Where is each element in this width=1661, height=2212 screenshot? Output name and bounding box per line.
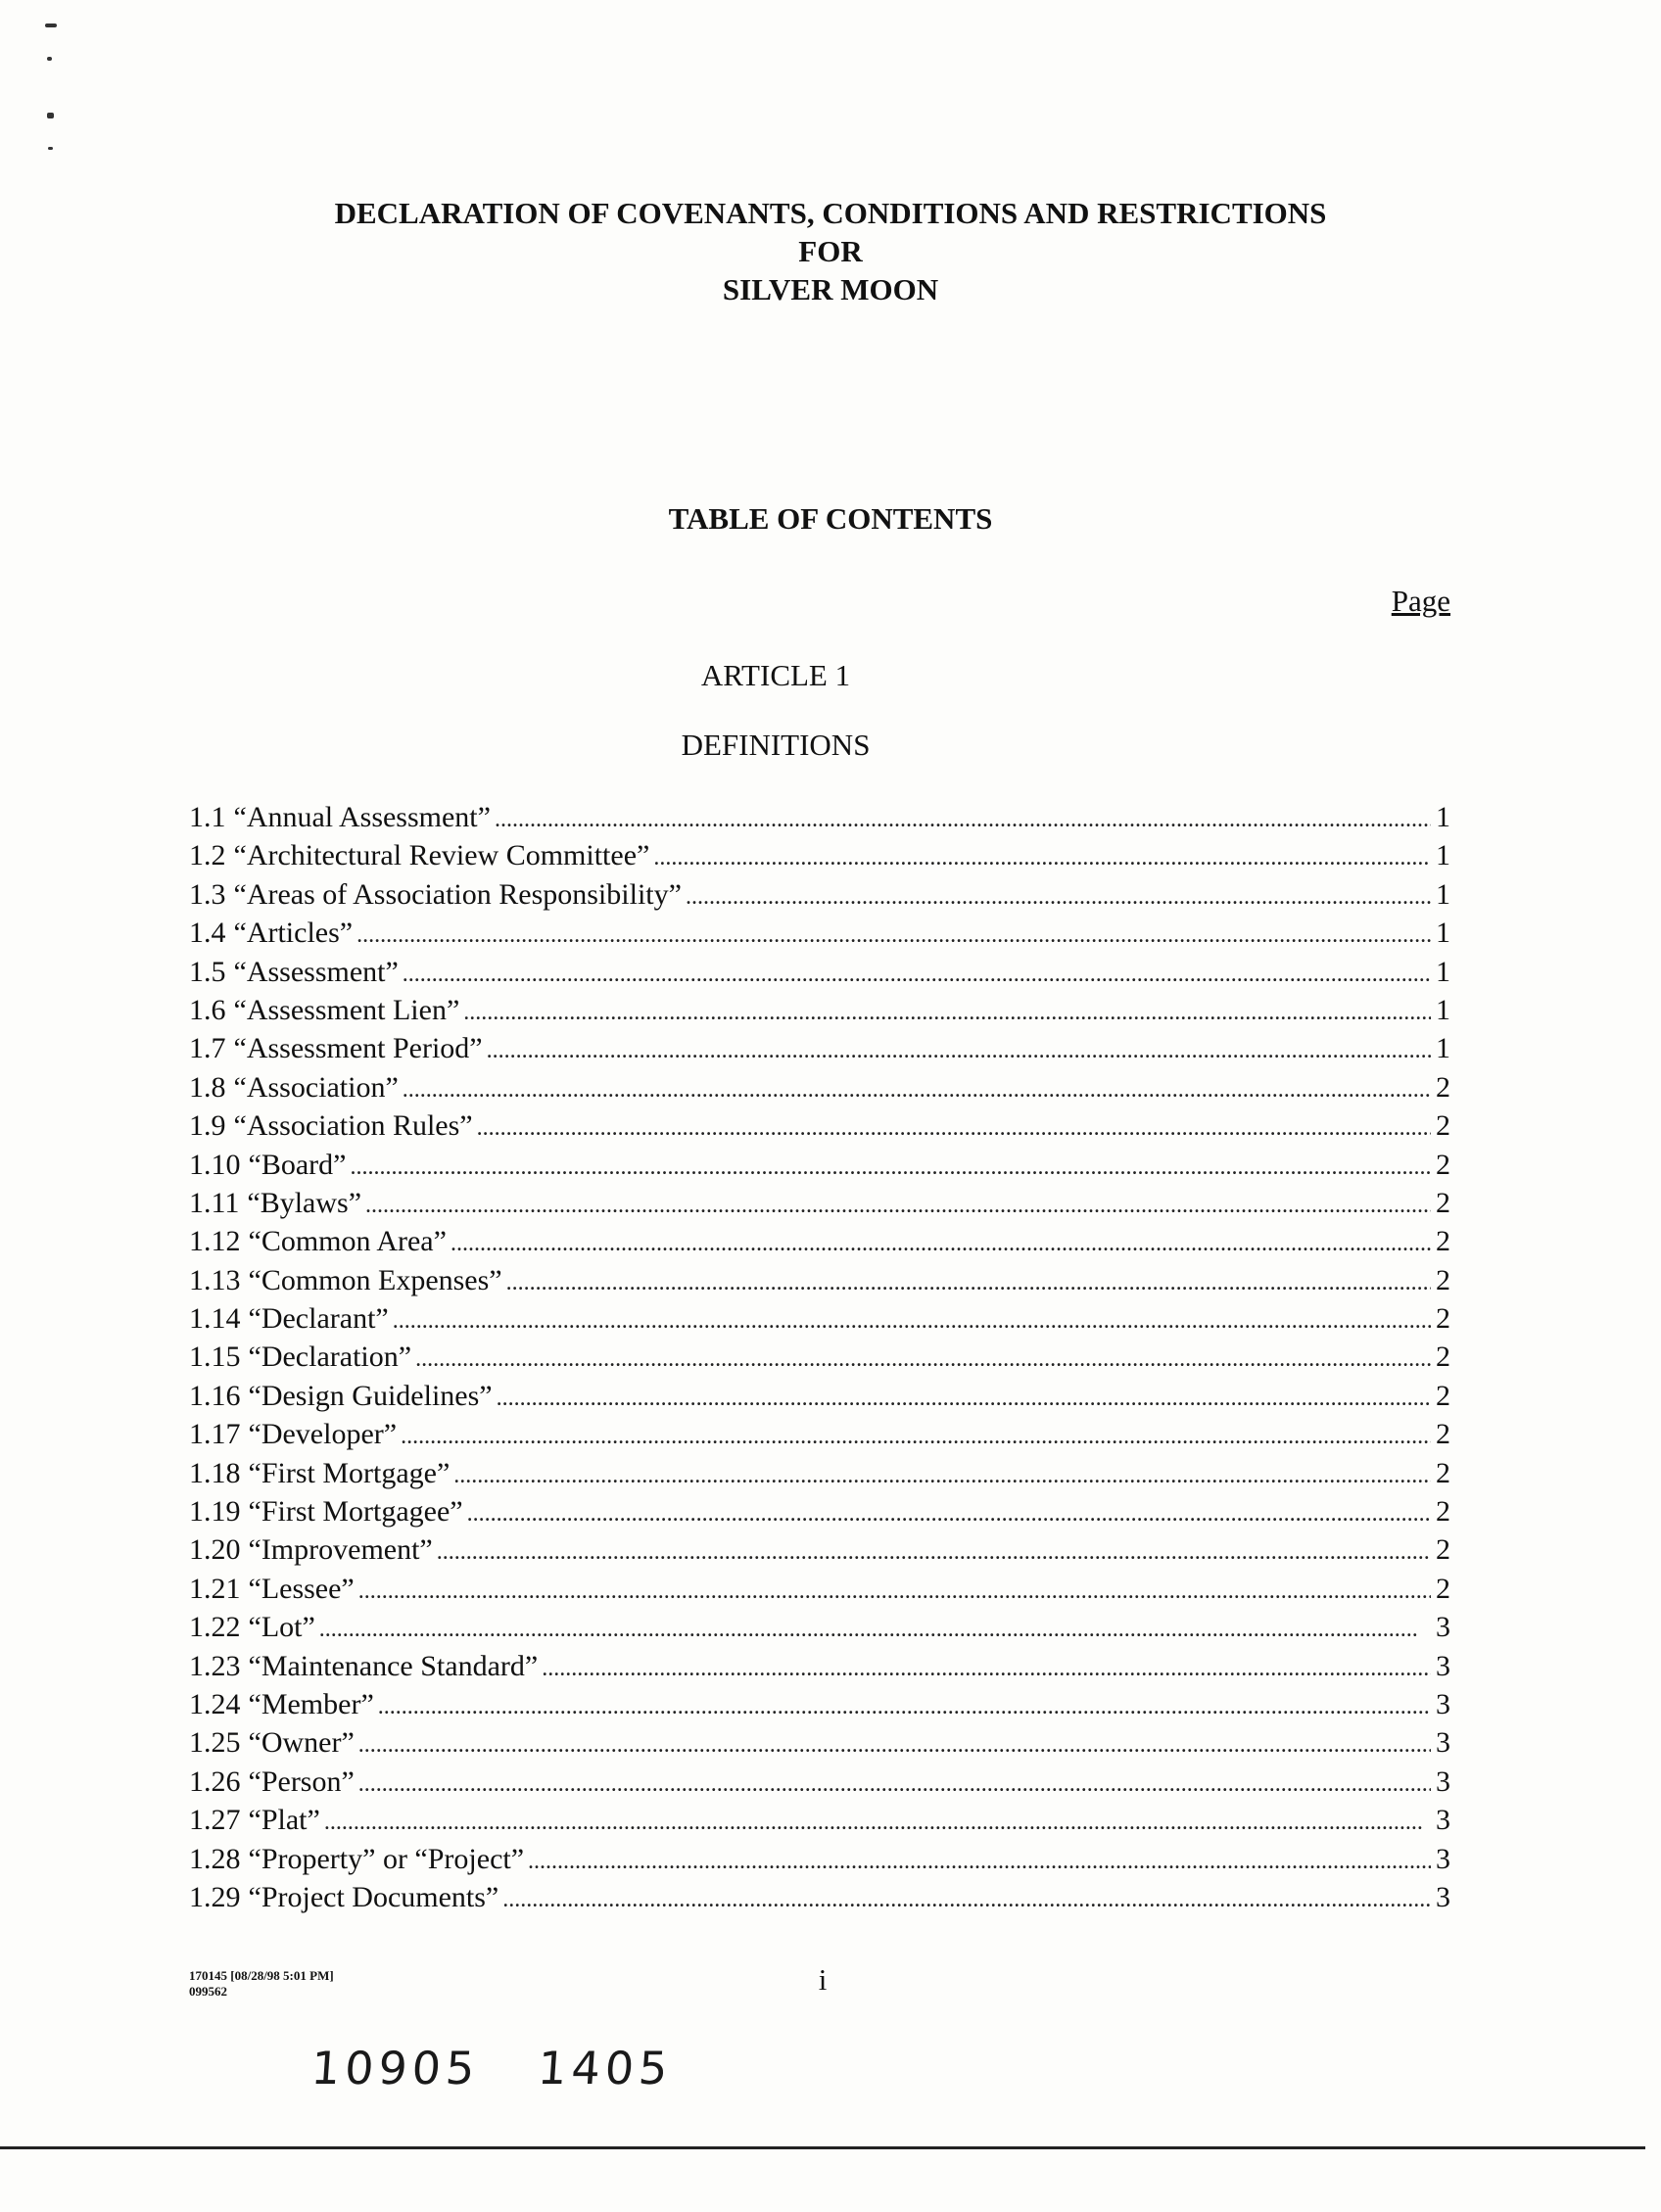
toc-entry-label: “Assessment Lien”: [233, 993, 460, 1026]
toc-entry-label: “Board”: [248, 1148, 347, 1181]
article-title: DEFINITIONS: [681, 728, 871, 762]
toc-entry-number: 1.8: [189, 1070, 226, 1104]
title-line-1: DECLARATION OF COVENANTS, CONDITIONS AND RESTRICTIONS: [334, 196, 1327, 230]
toc-entry-label: “Bylaws”: [247, 1186, 362, 1219]
toc-leader-dots: [356, 917, 1431, 950]
toc-entry-number: 1.19: [189, 1495, 241, 1529]
toc-entry-page: 3: [1436, 1726, 1450, 1760]
toc-entry-page: 2: [1436, 1456, 1450, 1489]
toc-entry-label: “Architectural Review Committee”: [233, 839, 650, 872]
page-column-label: Page: [1391, 584, 1450, 618]
toc-entry: [189, 1187, 1450, 1225]
toc-list: [189, 801, 1450, 1919]
toc-leader-dots: [358, 1726, 1431, 1760]
toc-entry-label: “Assessment”: [233, 955, 399, 988]
toc-entry-label: “Annual Assessment”: [233, 801, 491, 833]
toc-entry: [189, 1341, 1450, 1379]
toc-entry: [189, 1264, 1450, 1302]
toc-entry-number: 1.4: [189, 917, 226, 950]
title-line-3: SILVER MOON: [722, 272, 939, 306]
toc-entry: [189, 994, 1450, 1032]
toc-entry-page: 2: [1436, 1418, 1450, 1451]
toc-leader-dots: [350, 1149, 1431, 1182]
toc-entry-page: 3: [1436, 1765, 1450, 1798]
toc-entry-label: “Association”: [233, 1070, 399, 1104]
toc-entry-page: 3: [1436, 1804, 1450, 1837]
toc-leader-dots: [415, 1341, 1431, 1374]
footer-page-number: i: [818, 1962, 828, 1997]
toc-entry-label: “Member”: [248, 1687, 374, 1720]
toc-entry: [189, 1650, 1450, 1688]
toc-entry: [189, 1726, 1450, 1765]
toc-entry-page: 2: [1436, 1302, 1450, 1336]
footer-code-line-2: 099562: [189, 1984, 227, 1999]
toc-entry-label: “Common Area”: [248, 1225, 447, 1258]
toc-entry-label: “Common Expenses”: [248, 1263, 502, 1296]
toc-leader-dots: [467, 1495, 1431, 1529]
toc-entry-number: 1.14: [189, 1302, 241, 1336]
toc-entry-page: 2: [1436, 1070, 1450, 1104]
toc-entry: [189, 1573, 1450, 1611]
toc-entry-number: 1.6: [189, 993, 226, 1026]
toc-entry-label: “Improvement”: [248, 1533, 433, 1567]
scan-mark: [45, 24, 57, 27]
toc-entry-page: 3: [1436, 1880, 1450, 1913]
toc-leader-dots: [528, 1843, 1431, 1876]
toc-entry: [189, 1418, 1450, 1456]
stamp-book-number: 10905: [309, 2042, 482, 2094]
toc-heading: TABLE OF CONTENTS: [668, 501, 993, 536]
toc-leader-dots: [653, 839, 1431, 872]
toc-entry: [189, 1109, 1450, 1148]
toc-entry-number: 1.25: [189, 1726, 241, 1760]
toc-entry-page: 2: [1436, 1263, 1450, 1296]
toc-entry: [189, 839, 1450, 877]
toc-entry-number: 1.15: [189, 1341, 241, 1374]
scan-edge-line: [0, 2146, 1645, 2149]
toc-leader-dots: [358, 1765, 1431, 1799]
toc-entry-number: 1.5: [189, 955, 226, 988]
scan-mark: [48, 147, 53, 150]
toc-entry-number: 1.9: [189, 1109, 226, 1143]
toc-leader-dots: [453, 1457, 1431, 1490]
toc-entry-label: “Design Guidelines”: [248, 1379, 493, 1412]
toc-entry-page: 2: [1436, 1379, 1450, 1412]
toc-entry-label: “Articles”: [233, 917, 354, 950]
toc-entry: [189, 1380, 1450, 1418]
toc-entry-page: 1: [1436, 917, 1450, 950]
toc-entry-label: “Developer”: [248, 1418, 398, 1451]
toc-entry-label: “Plat”: [248, 1804, 320, 1837]
toc-entry-number: 1.23: [189, 1649, 241, 1682]
toc-entry-number: 1.27: [189, 1804, 241, 1837]
toc-entry-number: 1.12: [189, 1225, 241, 1258]
toc-entry: [189, 1457, 1450, 1495]
toc-entry-page: 1: [1436, 877, 1450, 911]
toc-entry: [189, 1149, 1450, 1187]
toc-leader-dots: [365, 1187, 1431, 1220]
toc-entry-page: 2: [1436, 1109, 1450, 1143]
toc-entry-number: 1.1: [189, 801, 226, 833]
toc-leader-dots: [451, 1225, 1431, 1258]
toc-leader-dots: [495, 801, 1431, 834]
article-number: ARTICLE 1: [700, 658, 851, 692]
toc-leader-dots: [319, 1611, 1431, 1644]
toc-entry-page: 1: [1436, 801, 1450, 833]
toc-entry: [189, 1071, 1450, 1109]
toc-entry-page: 3: [1436, 1687, 1450, 1720]
toc-entry-page: 2: [1436, 1341, 1450, 1374]
toc-leader-dots: [403, 956, 1431, 989]
toc-entry: [189, 1225, 1450, 1263]
toc-leader-dots: [542, 1650, 1431, 1683]
toc-entry-label: “Assessment Period”: [233, 1032, 483, 1065]
toc-entry-label: “Property” or “Project”: [248, 1842, 525, 1875]
toc-entry-page: 2: [1436, 1186, 1450, 1219]
toc-entry-number: 1.7: [189, 1032, 226, 1065]
toc-leader-dots: [324, 1804, 1431, 1837]
toc-leader-dots: [477, 1109, 1431, 1143]
toc-entry: [189, 1765, 1450, 1804]
toc-entry-page: 2: [1436, 1495, 1450, 1529]
toc-entry: [189, 1495, 1450, 1533]
toc-entry-number: 1.18: [189, 1456, 241, 1489]
toc-leader-dots: [487, 1032, 1431, 1065]
toc-entry-page: 2: [1436, 1572, 1450, 1605]
toc-leader-dots: [502, 1881, 1431, 1914]
toc-leader-dots: [401, 1418, 1431, 1451]
toc-entry-page: 1: [1436, 993, 1450, 1026]
toc-entry: [189, 801, 1450, 839]
toc-entry-number: 1.3: [189, 877, 226, 911]
toc-entry: [189, 1302, 1450, 1341]
toc-leader-dots: [403, 1071, 1431, 1105]
toc-entry: [189, 1843, 1450, 1881]
toc-entry-number: 1.11: [189, 1186, 240, 1219]
toc-entry-label: “Project Documents”: [248, 1880, 499, 1913]
toc-entry: [189, 1533, 1450, 1572]
toc-entry-label: “Person”: [248, 1765, 355, 1798]
toc-entry-number: 1.17: [189, 1418, 241, 1451]
toc-entry-page: 1: [1436, 955, 1450, 988]
toc-entry-label: “Lot”: [248, 1611, 315, 1644]
toc-entry-number: 1.26: [189, 1765, 241, 1798]
toc-entry-page: 2: [1436, 1225, 1450, 1258]
toc-entry: [189, 1611, 1450, 1649]
toc-entry-number: 1.21: [189, 1572, 241, 1605]
toc-entry-label: “First Mortgagee”: [248, 1495, 463, 1529]
toc-entry-label: “Lessee”: [248, 1572, 355, 1605]
toc-leader-dots: [437, 1533, 1431, 1567]
toc-leader-dots: [506, 1264, 1431, 1297]
toc-entry-number: 1.22: [189, 1611, 241, 1644]
footer-code-line-1: 170145 [08/28/98 5:01 PM]: [189, 1968, 334, 1983]
toc-entry: [189, 1688, 1450, 1726]
toc-entry-number: 1.29: [189, 1880, 241, 1913]
toc-leader-dots: [463, 994, 1431, 1027]
toc-leader-dots: [358, 1573, 1431, 1606]
toc-leader-dots: [686, 878, 1431, 912]
toc-entry: [189, 1032, 1450, 1070]
toc-leader-dots: [497, 1380, 1431, 1413]
toc-leader-dots: [378, 1688, 1431, 1721]
document-title: [196, 194, 1465, 308]
toc-entry-page: 1: [1436, 839, 1450, 872]
toc-entry-page: 3: [1436, 1649, 1450, 1682]
toc-entry-label: “Declaration”: [248, 1341, 412, 1374]
toc-entry-page: 3: [1436, 1611, 1450, 1644]
toc-entry-number: 1.13: [189, 1263, 241, 1296]
toc-entry-page: 1: [1436, 1032, 1450, 1065]
toc-entry-label: “Maintenance Standard”: [248, 1649, 539, 1682]
toc-entry-number: 1.20: [189, 1533, 241, 1567]
recording-stamp: [309, 2042, 674, 2094]
toc-entry-number: 1.16: [189, 1379, 241, 1412]
toc-entry-label: “Association Rules”: [233, 1109, 473, 1143]
toc-entry-number: 1.10: [189, 1148, 241, 1181]
toc-entry-label: “First Mortgage”: [248, 1456, 451, 1489]
toc-entry-number: 1.28: [189, 1842, 241, 1875]
toc-entry-number: 1.24: [189, 1687, 241, 1720]
footer-doc-code: [189, 1968, 334, 2000]
toc-entry-label: “Declarant”: [248, 1302, 389, 1336]
toc-entry-page: 3: [1436, 1842, 1450, 1875]
toc-leader-dots: [393, 1302, 1431, 1336]
toc-entry-page: 2: [1436, 1533, 1450, 1567]
toc-entry-label: “Owner”: [248, 1726, 355, 1760]
title-line-2: FOR: [798, 234, 863, 268]
toc-entry-number: 1.2: [189, 839, 226, 872]
toc-entry-page: 2: [1436, 1148, 1450, 1181]
stamp-page-number: 1405: [536, 2042, 675, 2094]
toc-entry: [189, 1881, 1450, 1919]
scan-mark: [47, 57, 52, 61]
toc-entry: [189, 917, 1450, 955]
scan-mark: [47, 113, 54, 118]
toc-entry-label: “Areas of Association Responsibility”: [233, 877, 682, 911]
toc-entry: [189, 1804, 1450, 1842]
toc-entry: [189, 878, 1450, 917]
toc-entry: [189, 956, 1450, 994]
